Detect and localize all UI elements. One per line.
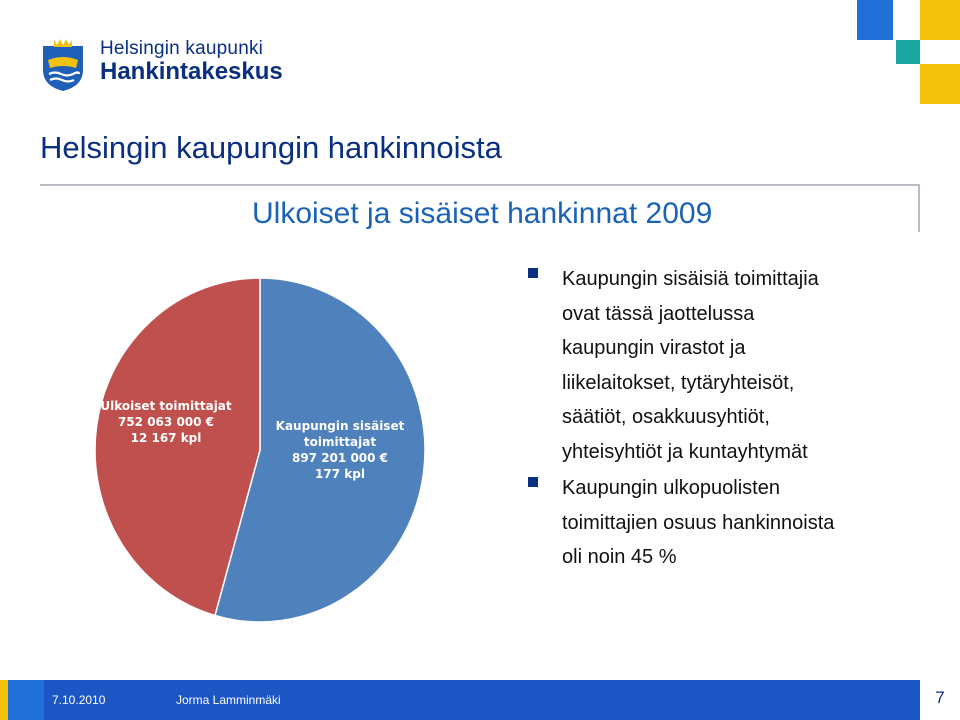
logo — [40, 36, 300, 96]
helsinki-crest-icon — [40, 36, 86, 92]
footer-bar — [0, 680, 960, 720]
decor-square-teal — [896, 40, 920, 64]
pie-data-label: Kaupungin sisäiset — [275, 419, 405, 433]
bullet-square-icon — [528, 268, 538, 278]
bullet-text — [562, 262, 819, 469]
bullet-line: kaupungin virastot ja — [562, 337, 746, 359]
bullet-line: toimittajien osuus hankinnoista — [562, 511, 835, 534]
logo-unit-name: Hankintakeskus — [100, 58, 283, 85]
bullet-line: Kaupungin sisäisiä toimittajia — [562, 268, 819, 290]
pie-data-label: 752 063 000 € — [117, 415, 215, 429]
title-divider-vertical — [918, 184, 920, 232]
bullet-text — [562, 471, 834, 575]
title-divider — [40, 184, 920, 186]
bullet-line: oli noin 45 % — [562, 546, 677, 568]
pie-chart — [90, 270, 430, 630]
bullet-line: liikelaitokset, tytäryhteisöt, — [562, 371, 795, 394]
bullet-square-icon — [528, 477, 538, 487]
pie-data-label: 897 201 000 € — [291, 451, 389, 465]
footer-date: 7.10.2010 — [52, 693, 106, 707]
footer-author: Jorma Lamminmäki — [176, 693, 281, 707]
decor-square-yellow-top — [920, 0, 960, 40]
page-title: Helsingin kaupungin hankinnoista — [40, 130, 502, 165]
page-subtitle: Ulkoiset ja sisäiset hankinnat 2009 — [252, 197, 713, 230]
pie-data-label: toimittajat — [303, 435, 377, 449]
bullet-line: Kaupungin ulkopuolisten — [562, 477, 780, 499]
logo-city-name: Helsingin kaupunki — [100, 38, 264, 59]
pie-data-label: 12 167 kpl — [130, 431, 202, 445]
footer-accent-yellow — [0, 680, 8, 720]
decor-square-yellow-mid — [920, 64, 960, 104]
page-number: 7 — [935, 688, 945, 707]
decor-square-blue-top — [857, 0, 893, 40]
pie-data-label: Ulkoiset toimittajat — [100, 399, 232, 413]
bullet-line: ovat tässä jaottelussa — [562, 302, 755, 325]
bullet-line: yhteisyhtiöt ja kuntayhtymät — [562, 440, 808, 463]
pie-data-label: 177 kpl — [315, 467, 365, 481]
bullet-line: säätiöt, osakkuusyhtiöt, — [562, 406, 770, 428]
